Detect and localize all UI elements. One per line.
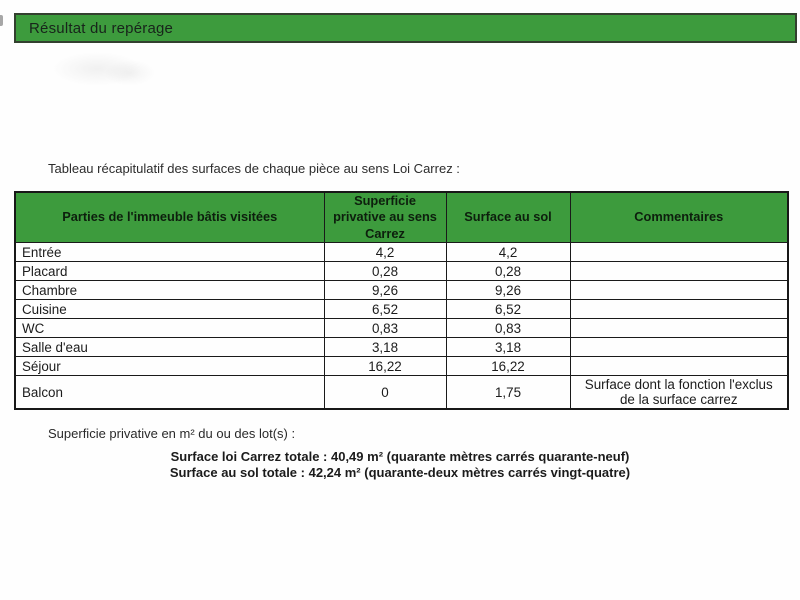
sol-value-cell: 9,26 [446, 281, 570, 300]
room-name-cell: Balcon [15, 376, 324, 410]
table-row [15, 376, 788, 410]
carrez-value-cell: 0,83 [324, 319, 446, 338]
sol-value-cell: 0,83 [446, 319, 570, 338]
total-sol-line: Surface au sol totale : 42,24 m² (quarante-deux mètres carrés vingt-quatre) [169, 464, 631, 480]
table-row [15, 243, 788, 262]
col-header-surface-sol: Surface au sol [446, 192, 570, 243]
total-carrez-line: Surface loi Carrez totale : 40,49 m² (quarante mètres carrés quarante-neuf) [170, 449, 630, 464]
table-row [15, 300, 788, 319]
col-header-superficie-carrez: Superficie privative au sens Carrez [324, 192, 446, 243]
carrez-value-cell: 4,2 [324, 243, 446, 262]
table-header-row [15, 192, 788, 243]
comment-cell [570, 281, 788, 300]
lots-label: Superficie privative en m² du ou des lot(s) : [48, 426, 296, 441]
table-row [15, 357, 788, 376]
room-name-cell: WC [15, 319, 324, 338]
room-name-cell: Placard [15, 262, 324, 281]
surfaces-recap-table [14, 191, 789, 410]
carrez-value-cell: 16,22 [324, 357, 446, 376]
comment-cell [570, 319, 788, 338]
comment-cell [570, 357, 788, 376]
totals-block [0, 449, 800, 480]
table-row [15, 281, 788, 300]
sol-value-cell: 6,52 [446, 300, 570, 319]
room-name-cell: Salle d'eau [15, 338, 324, 357]
carrez-value-cell: 0,28 [324, 262, 446, 281]
room-name-cell: Chambre [15, 281, 324, 300]
table-row [15, 338, 788, 357]
room-name-cell: Cuisine [15, 300, 324, 319]
carrez-value-cell: 9,26 [324, 281, 446, 300]
room-name-cell: Entrée [15, 243, 324, 262]
sol-value-cell: 4,2 [446, 243, 570, 262]
table-row [15, 319, 788, 338]
sol-value-cell: 1,75 [446, 376, 570, 410]
comment-cell: Surface dont la fonction l'exclus de la surface carrez [570, 376, 788, 410]
col-header-commentaires: Commentaires [570, 192, 788, 243]
carrez-value-cell: 6,52 [324, 300, 446, 319]
sol-value-cell: 0,28 [446, 262, 570, 281]
sol-value-cell: 3,18 [446, 338, 570, 357]
comment-cell [570, 262, 788, 281]
room-name-cell: Séjour [15, 357, 324, 376]
sol-value-cell: 16,22 [446, 357, 570, 376]
comment-cell [570, 338, 788, 357]
scan-edge-artifact [0, 15, 3, 26]
comment-cell [570, 300, 788, 319]
scan-artifact [105, 60, 155, 86]
section-header-bar [14, 13, 797, 43]
table-intro-text: Tableau récapitulatif des surfaces de chaque pièce au sens Loi Carrez : [48, 161, 460, 176]
table-row [15, 262, 788, 281]
comment-cell [570, 243, 788, 262]
section-title: Résultat du repérage [29, 19, 174, 37]
carrez-value-cell: 3,18 [324, 338, 446, 357]
carrez-value-cell: 0 [324, 376, 446, 410]
col-header-parties: Parties de l'immeuble bâtis visitées [15, 192, 324, 243]
